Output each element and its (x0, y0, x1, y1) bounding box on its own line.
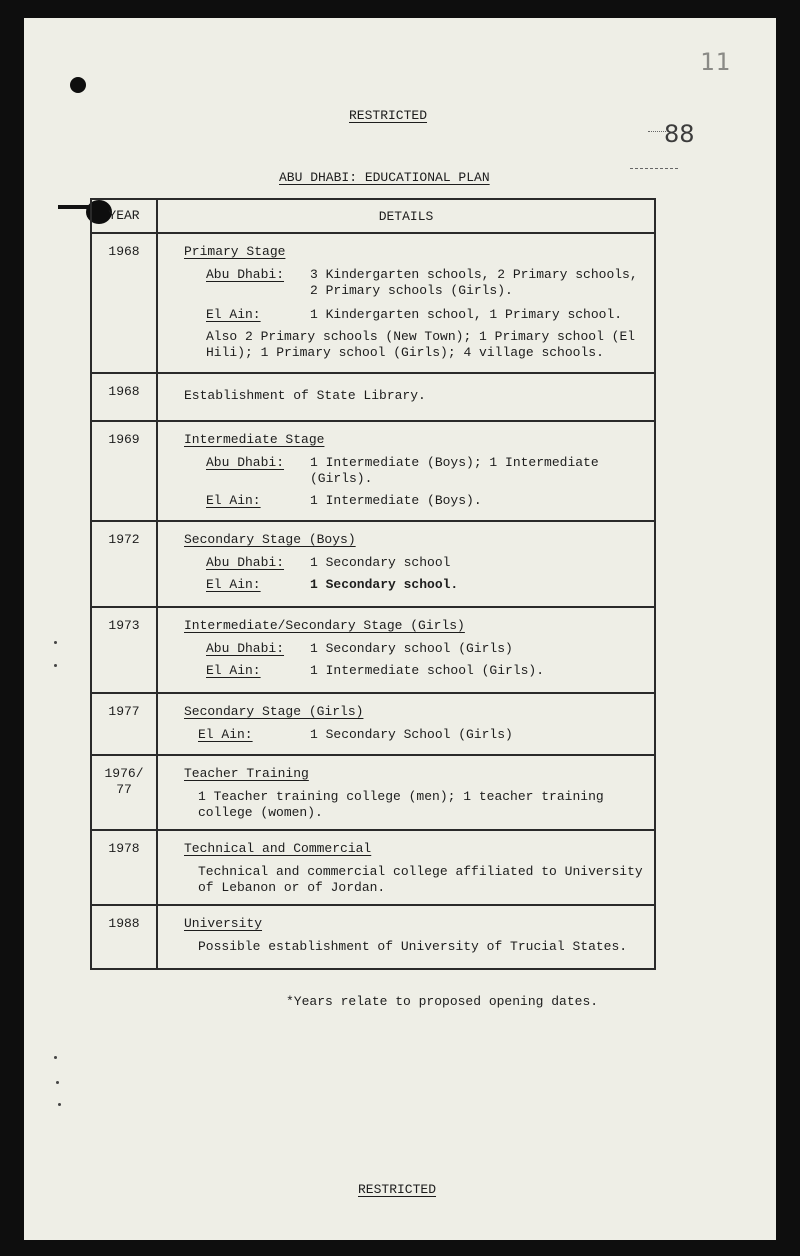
location-label: El Ain: (206, 577, 261, 592)
punch-hole (70, 77, 86, 93)
margin-dot (54, 664, 57, 667)
note-text: Also 2 Primary schools (New Town); 1 Primary school (El Hili); 1 Primary school (Girls); 4 village schools. (206, 329, 636, 360)
stage-heading: Primary Stage (184, 244, 286, 259)
location-line (206, 641, 648, 657)
table-row (91, 693, 655, 755)
details-cell (157, 693, 655, 755)
margin-dot (56, 1081, 59, 1084)
year-cell: 1977 (91, 693, 157, 755)
detail-text: Possible establishment of University of Trucial States. (198, 939, 628, 954)
margin-dot (54, 641, 57, 644)
location-line (206, 493, 648, 509)
details-header: DETAILS (157, 199, 655, 233)
year-cell: 1973 (91, 607, 157, 693)
header-row (91, 199, 655, 233)
dash-mark (630, 168, 678, 170)
location-label: Abu Dhabi: (206, 455, 285, 470)
details-cell (157, 607, 655, 693)
details-cell (157, 905, 655, 969)
stage-heading: Teacher Training (184, 766, 309, 781)
year-cell: 1969 (91, 421, 157, 521)
margin-dot (54, 1056, 57, 1059)
location-line (206, 455, 648, 487)
page-title: ABU DHABI: EDUCATIONAL PLAN (279, 170, 490, 185)
details-cell (157, 373, 655, 421)
location-label: Abu Dhabi: (206, 267, 285, 282)
location-text: 1 Secondary school (Girls) (310, 641, 513, 656)
details-cell (157, 755, 655, 830)
education-plan-table (90, 198, 656, 970)
location-text: 1 Secondary school (310, 555, 451, 570)
dash-mark (648, 131, 668, 133)
stage-heading: Intermediate/Secondary Stage (Girls) (184, 618, 465, 633)
detail-text: Establishment of State Library. (184, 388, 426, 403)
year-cell: 1988 (91, 905, 157, 969)
details-cell (157, 830, 655, 905)
location-line (198, 727, 648, 743)
location-label: El Ain: (198, 727, 253, 742)
margin-dot (58, 1103, 61, 1106)
table-row (91, 830, 655, 905)
page-number: 88 (664, 120, 695, 148)
table-row (91, 755, 655, 830)
location-text: 1 Intermediate (Boys); 1 Intermediate (Girls). (310, 455, 599, 486)
year-cell: 1968 (91, 233, 157, 373)
location-text: 1 Secondary school. (310, 577, 459, 592)
table-row (91, 373, 655, 421)
year-cell: 1968 (91, 373, 157, 421)
stage-heading: Intermediate Stage (184, 432, 325, 447)
stage-heading: Secondary Stage (Girls) (184, 704, 364, 719)
location-label: Abu Dhabi: (206, 555, 285, 570)
table-row (91, 233, 655, 373)
details-cell (157, 521, 655, 607)
location-line (206, 555, 648, 571)
details-cell (157, 233, 655, 373)
table-row (91, 421, 655, 521)
footnote: *Years relate to proposed opening dates. (286, 994, 599, 1009)
location-line (206, 663, 648, 679)
page-number-top: 11 (700, 48, 731, 76)
detail-text: Technical and commercial college affiliated to University of Lebanon or of Jordan. (198, 864, 643, 895)
detail-text: 1 Teacher training college (men); 1 teacher training college (women). (198, 789, 604, 820)
location-label: El Ain: (206, 663, 261, 678)
location-text: 1 Intermediate school (Girls). (310, 663, 545, 678)
location-text: 1 Kindergarten school, 1 Primary school. (310, 307, 623, 322)
year-cell: 1976/ 77 (91, 755, 157, 830)
table-row (91, 905, 655, 969)
year-header: YEAR (91, 199, 157, 233)
location-line (206, 267, 648, 299)
year-cell: 1978 (91, 830, 157, 905)
location-label: Abu Dhabi: (206, 641, 285, 656)
location-line (206, 307, 648, 323)
location-text: 3 Kindergarten schools, 2 Primary schools, 2 Primary schools (Girls). (310, 267, 638, 298)
stage-heading: University (184, 916, 263, 931)
location-label: El Ain: (206, 493, 261, 508)
stage-heading: Technical and Commercial (184, 841, 372, 856)
classification-top: RESTRICTED (349, 108, 428, 123)
location-label: El Ain: (206, 307, 261, 322)
location-line (206, 577, 648, 593)
table-row (91, 521, 655, 607)
details-cell (157, 421, 655, 521)
classification-bottom: RESTRICTED (358, 1182, 437, 1197)
ink-mark (58, 205, 90, 209)
year-cell: 1972 (91, 521, 157, 607)
location-text: 1 Intermediate (Boys). (310, 493, 482, 508)
location-text: 1 Secondary School (Girls) (310, 727, 513, 742)
stage-heading: Secondary Stage (Boys) (184, 532, 356, 547)
table-row (91, 607, 655, 693)
